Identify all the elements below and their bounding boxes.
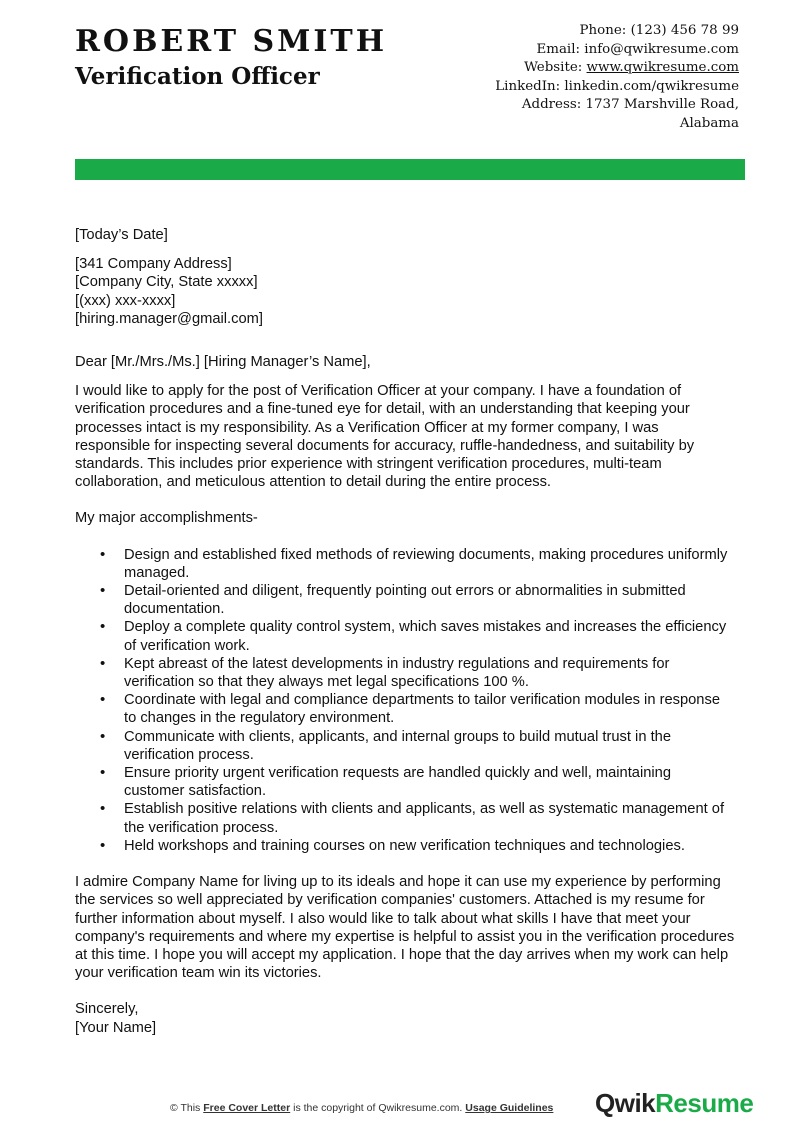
signature-name: [Your Name]	[75, 1019, 157, 1036]
list-item: • Detail-oriented and diligent, frequently pointing out errors or abnormalities in submitted documentation.	[124, 582, 735, 618]
closing-paragraph: I admire Company Name for living up to its ideals and hope it can use my experience by performing the services so well appreciated by verification companies' customers. Attached is my resume for further information about myself. I also would like to talk about what skills I have that meet your company's requirements and where my expertise is helpful to assist you in the verification procedures at this time. I hope you will accept my application. I hope that the day arrives when my work can help your verification team win its victories.	[75, 874, 735, 982]
list-item: • Kept abreast of the latest developments in industry regulations and requirements for verification so that they always met legal specifications 100 %.	[124, 655, 735, 691]
list-item: • Held workshops and training courses on new verification techniques and technologies.	[124, 837, 735, 855]
candidate-name: ROBERT SMITH	[75, 24, 388, 59]
usage-guidelines-link[interactable]: Usage Guidelines	[465, 1102, 554, 1114]
footer	[0, 1088, 800, 1120]
intro-paragraph: I would like to apply for the post of Verification Officer at your company. I have a foundation of verification procedures and a fine-tuned eye for detail, with an understanding that keeping your processes intact is my responsibility. As a Verification Officer at my former company, I was responsible for inspecting several documents for accuracy, ruffle-handedness, and suitability by standards. This includes prior experience with stringent verification procedures, multi-team collaboration, and meticulous attention to detail during the entire process.	[75, 383, 695, 491]
free-cover-letter-link[interactable]: Free Cover Letter	[203, 1102, 291, 1114]
website-link[interactable]: www.qwikresume.com	[586, 60, 739, 76]
contact-email: Email: info@qwikresume.com	[536, 41, 739, 57]
copyright-notice: © This Free Cover Letter is the copyright of Qwikresume.com. Usage Guidelines	[170, 1102, 554, 1114]
letter-body	[75, 226, 735, 1037]
accomplishments-heading: My major accomplishments-	[75, 510, 258, 527]
list-item: • Ensure priority urgent verification requests are handled quickly and well, maintaining customer satisfaction.	[124, 764, 735, 800]
contact-address: Address: 1737 Marshville Road,	[521, 97, 739, 113]
signoff: Sincerely,	[75, 1001, 139, 1018]
recipient-line: [hiring.manager@gmail.com]	[75, 310, 263, 327]
header-accent-bar	[75, 159, 745, 180]
contact-phone: Phone: (123) 456 78 99	[579, 23, 739, 38]
contact-block	[409, 22, 739, 134]
salutation: Dear [Mr./Mrs./Ms.] [Hiring Manager’s Name],	[75, 354, 371, 371]
list-item: • Design and established fixed methods of reviewing documents, making procedures uniformly managed.	[124, 546, 735, 582]
recipient-line: [(xxx) xxx-xxxx]	[75, 292, 176, 309]
qwikresume-logo[interactable]: QwikResume	[595, 1088, 754, 1118]
list-item: • Deploy a complete quality control system, which saves mistakes and increases the efficiency of verification work.	[124, 618, 735, 654]
list-item: • Communicate with clients, applicants, and internal groups to build mutual trust in the verification process.	[124, 728, 735, 764]
list-item: • Establish positive relations with clients and applicants, as well as systematic management of the verification process.	[124, 800, 735, 836]
recipient-address	[75, 255, 735, 328]
accomplishments-list	[75, 546, 735, 855]
contact-linkedin: LinkedIn: linkedin.com/qwikresume	[495, 78, 739, 94]
contact-address-line2: Alabama	[679, 115, 739, 131]
recipient-line: [Company City, State xxxxx]	[75, 274, 258, 291]
list-item: • Coordinate with legal and compliance departments to tailor verification modules in response to changes in the regulatory environment.	[124, 691, 735, 727]
contact-website: Website: www.qwikresume.com	[524, 60, 739, 76]
letter-date: [Today’s Date]	[75, 227, 168, 243]
job-title: Verification Officer	[75, 63, 320, 90]
recipient-line: [341 Company Address]	[75, 256, 232, 273]
